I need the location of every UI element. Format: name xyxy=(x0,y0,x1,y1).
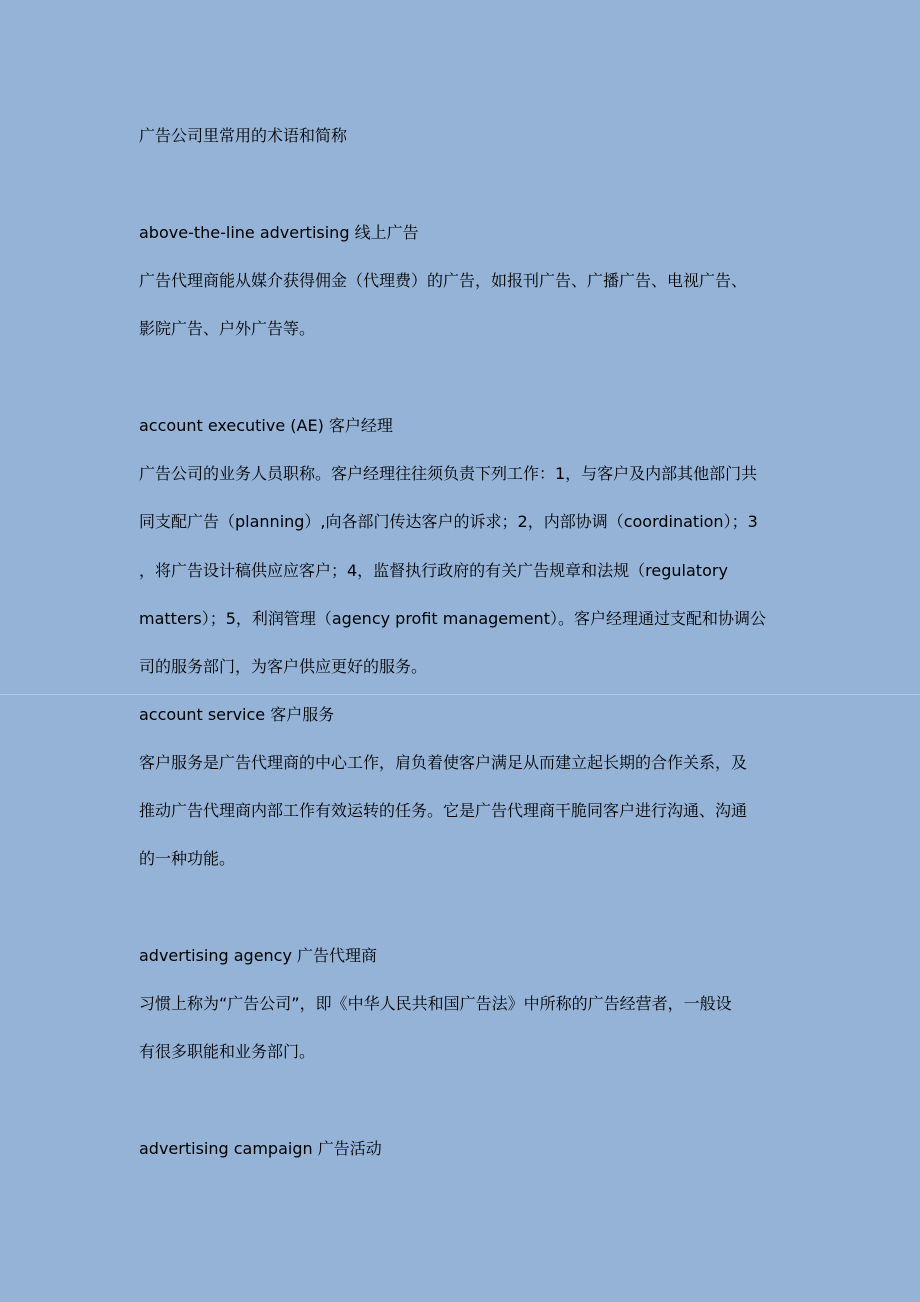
term-heading: above-the-line advertising 线上广告 xyxy=(139,223,419,242)
definition-line: 习惯上称为“广告公司”，即《中华人民共和国广告法》中所称的广告经营者，一般设 xyxy=(139,994,732,1013)
definition-line: 影院广告、户外广告等。 xyxy=(139,319,316,338)
definition-line: 有很多职能和业务部门。 xyxy=(139,1042,316,1061)
definition-line: 客户服务是广告代理商的中心工作，肩负着使客户满足从而建立起长期的合作关系，及 xyxy=(139,753,748,772)
definition-line: matters）；5，利润管理（agency profit management）。客户经理通过支配和协调公 xyxy=(139,609,766,628)
term-heading: account service 客户服务 xyxy=(139,705,335,724)
page-divider xyxy=(0,694,920,695)
definition-line: 广告公司的业务人员职称。客户经理往往须负责下列工作：1，与客户及内部其他部门共 xyxy=(139,464,758,483)
definition-line: 司的服务部门，为客户供应更好的服务。 xyxy=(139,657,428,676)
definition-line: 广告代理商能从媒介获得佣金（代理费）的广告，如报刊广告、广播广告、电视广告、 xyxy=(139,271,748,290)
term-heading: advertising agency 广告代理商 xyxy=(139,946,378,965)
term-heading: advertising campaign 广告活动 xyxy=(139,1139,382,1158)
term-heading: account executive (AE) 客户经理 xyxy=(139,416,393,435)
definition-line: ，将广告设计稿供应应客户；4，监督执行政府的有关广告规章和法规（regulatory xyxy=(139,561,728,580)
definition-line: 推动广告代理商内部工作有效运转的任务。它是广告代理商干脆同客户进行沟通、沟通 xyxy=(139,801,748,820)
definition-line: 的一种功能。 xyxy=(139,849,236,868)
document-title: 广告公司里常用的术语和简称 xyxy=(139,126,348,145)
definition-line: 同支配广告（planning）,向各部门传达客户的诉求；2，内部协调（coordination）；3 xyxy=(139,512,758,531)
